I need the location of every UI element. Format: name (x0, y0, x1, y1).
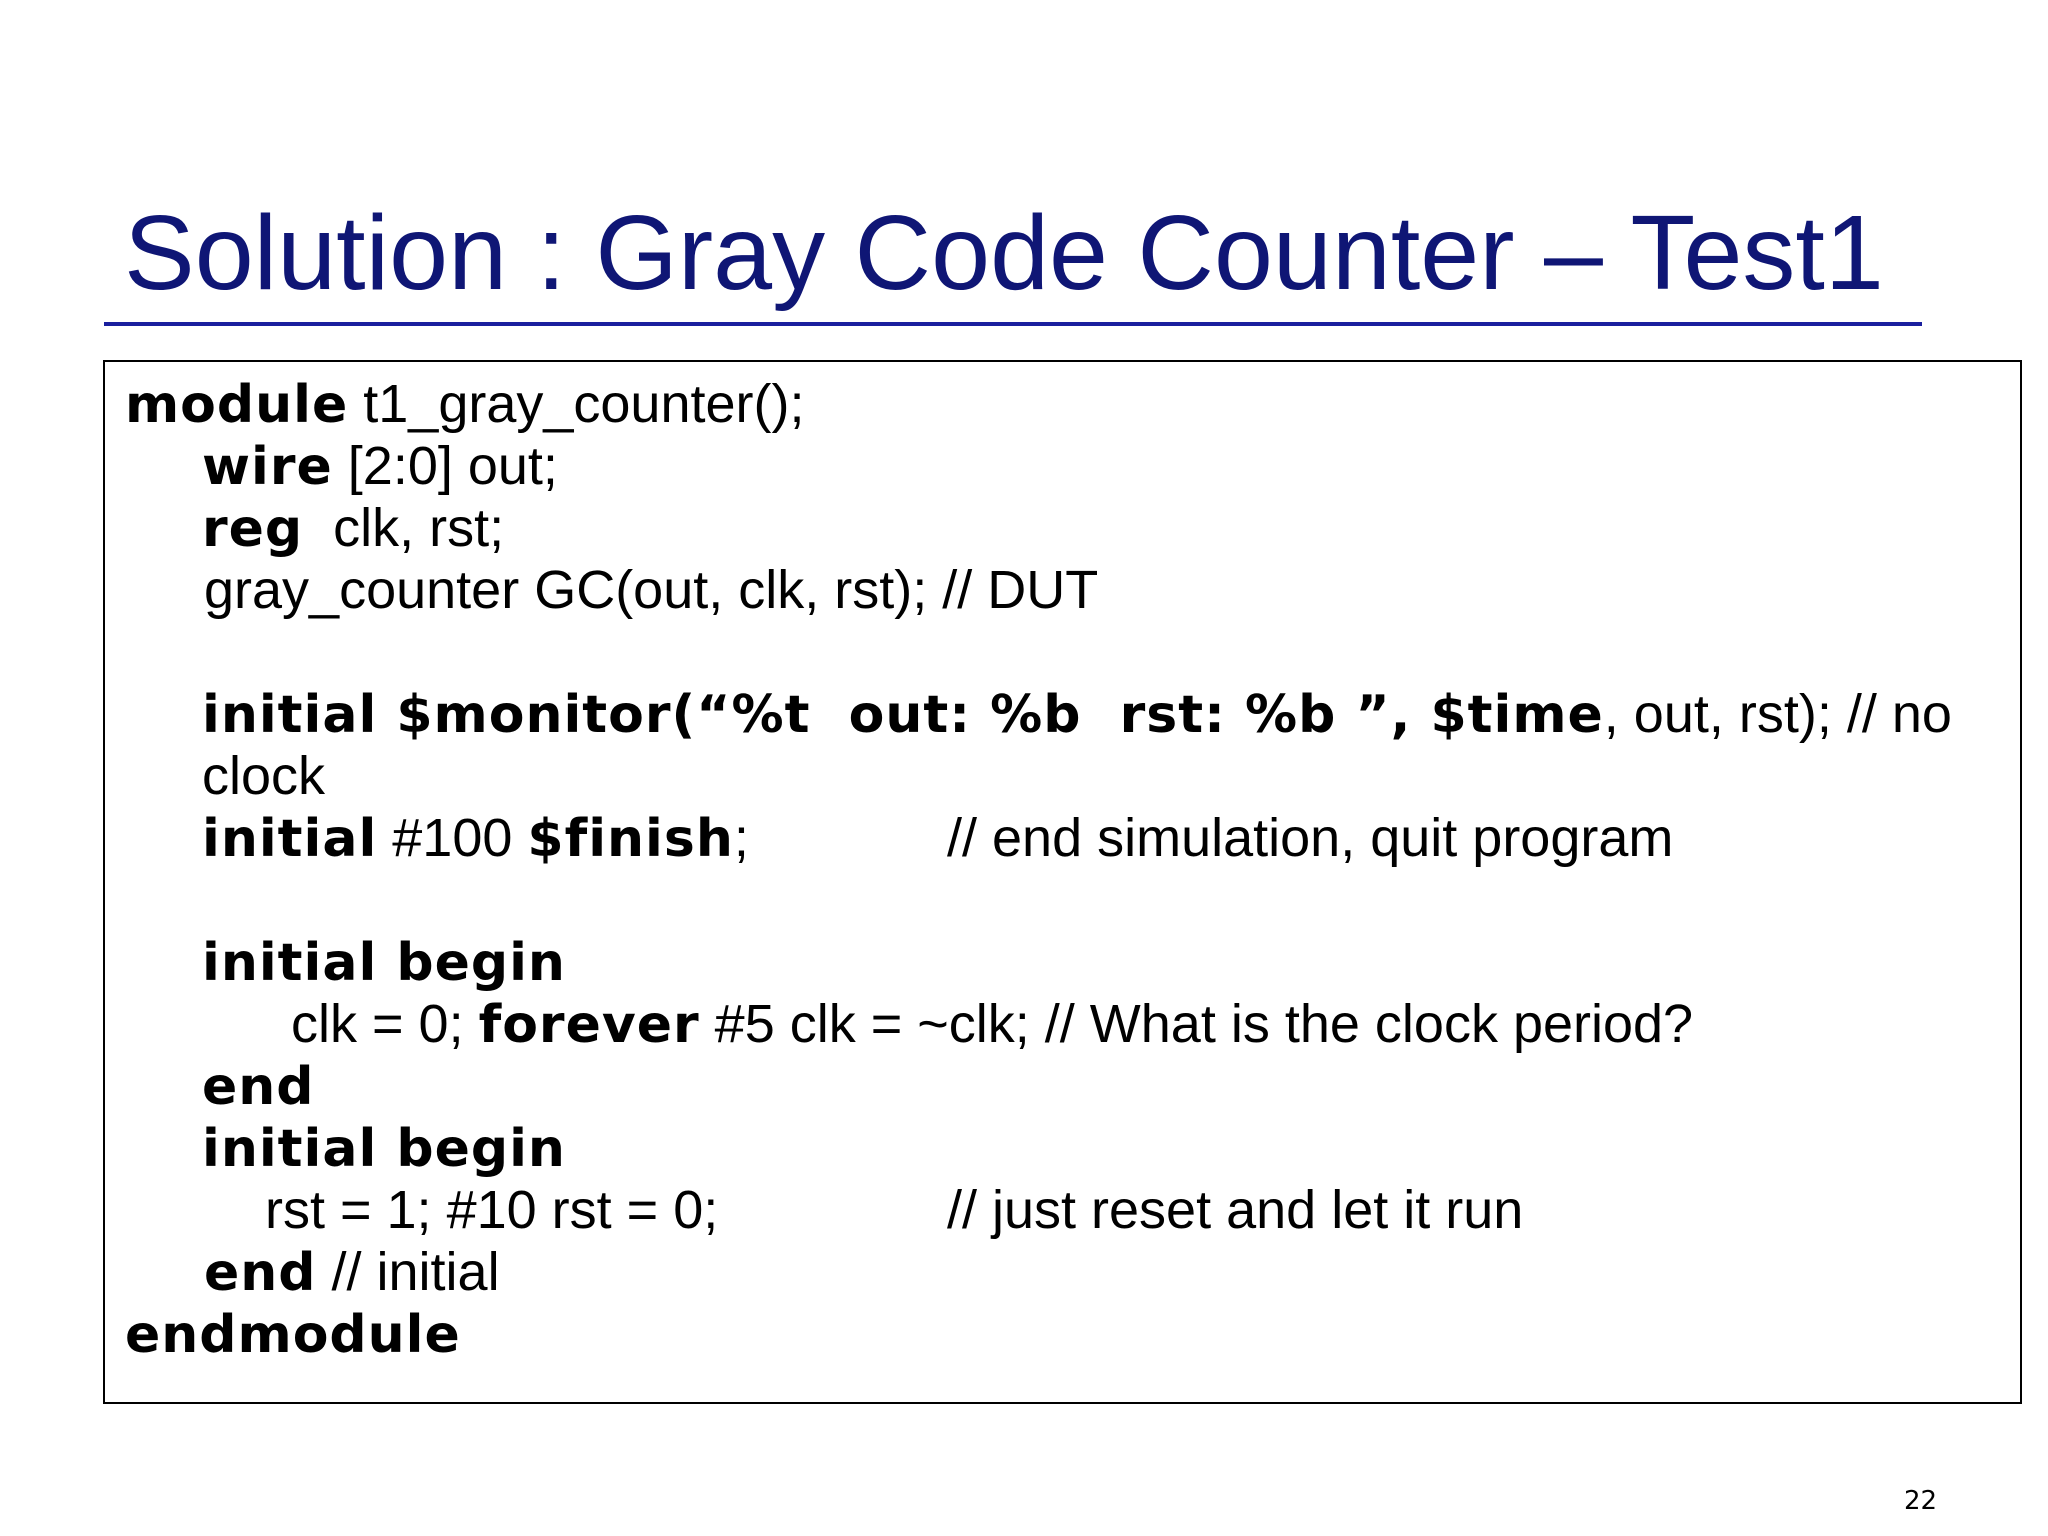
code-line-endmodule (125, 1303, 461, 1366)
code-comment: // end simulation, quit program (947, 808, 1674, 868)
keyword: end (204, 1243, 317, 1303)
code-line-dut (204, 559, 1098, 621)
code-block (103, 360, 2022, 1404)
code-text: gray_counter GC(out, clk, rst); // DUT (204, 560, 1099, 620)
code-line-reg (202, 497, 504, 560)
code-text: t1_gray_counter(); (348, 374, 805, 434)
keyword: initial begin (202, 1119, 566, 1179)
code-text: #100 (377, 808, 528, 868)
code-line-end-1 (202, 1055, 315, 1118)
keyword: end (202, 1057, 315, 1117)
code-line-wire (202, 435, 558, 498)
code-line-module (125, 373, 804, 436)
code-line-reset (265, 1179, 718, 1241)
code-comment-reset (947, 1179, 1523, 1241)
code-line-finish (202, 807, 749, 870)
keyword: module (125, 375, 349, 435)
keyword: forever (478, 995, 700, 1055)
keyword: initial $monitor(“%t out: %b rst: %b ”, $time (202, 685, 1604, 745)
code-text: ; (733, 808, 749, 868)
keyword: $finish (527, 809, 734, 869)
code-text: [2:0] out; (332, 436, 558, 496)
code-text: clk, rst; (303, 498, 505, 558)
code-line-end-2 (204, 1241, 500, 1304)
code-line-monitor (202, 683, 1952, 746)
keyword: reg (202, 499, 304, 559)
keyword: wire (202, 437, 333, 497)
keyword: initial begin (202, 933, 566, 993)
code-line-initial-begin-1 (202, 931, 566, 994)
page-number: 22 (1904, 1486, 1938, 1516)
keyword: endmodule (125, 1305, 461, 1365)
title-underline (104, 322, 1922, 326)
code-text: clock (202, 746, 326, 806)
code-comment: // just reset and let it run (947, 1180, 1524, 1240)
slide-title: Solution : Gray Code Counter – Test1 (124, 194, 1884, 312)
keyword: initial (202, 809, 378, 869)
code-text: // initial (316, 1242, 500, 1302)
code-text: rst = 1; #10 rst = 0; (265, 1180, 719, 1240)
code-text: , out, rst); // no (1603, 684, 1952, 744)
code-line-monitor-wrap (202, 745, 325, 807)
code-text: #5 clk = ~clk; // What is the clock period? (699, 994, 1694, 1054)
code-comment-finish (947, 807, 1673, 869)
code-line-forever (291, 993, 1693, 1056)
code-line-initial-begin-2 (202, 1117, 566, 1180)
code-text: clk = 0; (291, 994, 479, 1054)
